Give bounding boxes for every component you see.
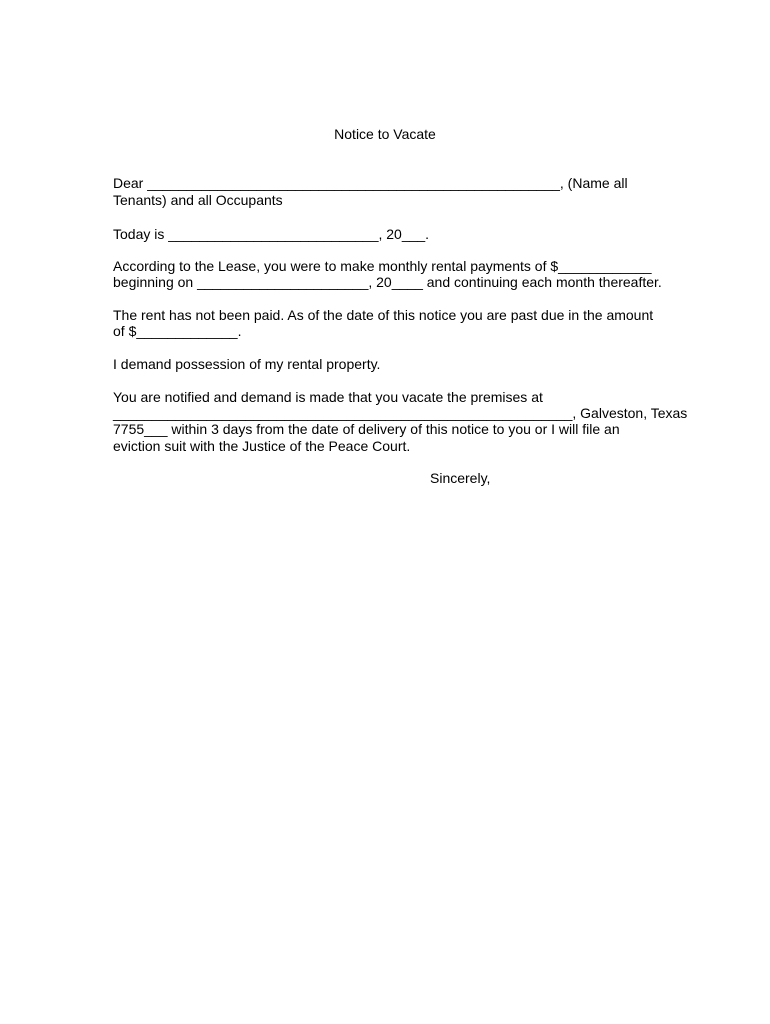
- today-date-line: Today is ___________________________, 20___.: [113, 226, 430, 242]
- salutation-line-continued: Tenants) and all Occupants: [113, 192, 283, 208]
- premises-address-line: ___________________________________________________________, Galveston, Texas: [113, 405, 688, 421]
- closing-signature: Sincerely,: [430, 470, 491, 486]
- eviction-suit-line: eviction suit with the Justice of the Peace Court.: [113, 438, 411, 454]
- vacate-notice-line: You are notified and demand is made that you vacate the premises at: [113, 389, 543, 405]
- page-title: Notice to Vacate: [334, 126, 436, 142]
- vacate-deadline-line: 7755___ within 3 days from the date of delivery of this notice to you or I will file an: [113, 421, 620, 437]
- past-due-amount-line: of $_____________.: [113, 323, 242, 339]
- lease-start-line: beginning on ______________________, 20____ and continuing each month thereafter.: [113, 274, 662, 290]
- demand-possession-line: I demand possession of my rental property.: [113, 356, 381, 372]
- rent-unpaid-line: The rent has not been paid. As of the date of this notice you are past due in the amount: [113, 307, 654, 323]
- lease-payment-line: According to the Lease, you were to make monthly rental payments of $____________: [113, 258, 652, 274]
- salutation-line: Dear _____________________________________________________, (Name all: [113, 175, 628, 191]
